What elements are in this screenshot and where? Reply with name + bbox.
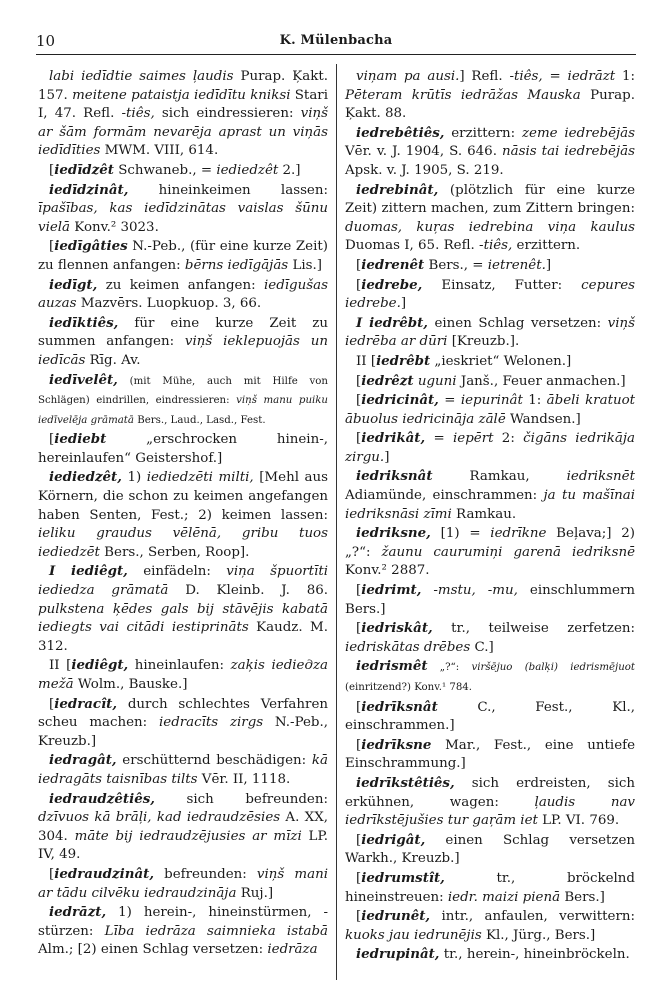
dictionary-entry bbox=[345, 657, 635, 697]
entry-text: 2.] bbox=[278, 162, 301, 178]
entry-text: = bbox=[438, 393, 461, 409]
entry-text: N.-Peb., (für eine kurze Zeit) zu flennen anfangen: bbox=[38, 239, 328, 273]
latvian-text: iedriksnēt bbox=[566, 469, 635, 485]
entry-text: tr., bröckelnd hineinstreuen: bbox=[345, 870, 635, 905]
entry-text: sich eindressieren: bbox=[154, 106, 301, 122]
entry-text: Kl., Jürg., Bers.] bbox=[481, 927, 596, 943]
latvian-text: iedrāzt bbox=[567, 69, 616, 84]
entry-text: [ bbox=[356, 909, 362, 925]
headword: iedragât, bbox=[49, 752, 117, 769]
headword: iedrimt, bbox=[361, 582, 422, 599]
headword: iedrebe, bbox=[361, 276, 423, 293]
latvian-text: viņš ieklepuojās un iedīcās bbox=[38, 334, 328, 368]
headword: iedraudzêtiês, bbox=[49, 790, 155, 807]
headword: iediedzêt, bbox=[49, 469, 122, 486]
dictionary-entry bbox=[38, 161, 328, 181]
entry-text: Ramkau, bbox=[432, 469, 567, 485]
entry-text: Janš., Feuer anmachen.] bbox=[456, 373, 626, 389]
entry-text: Mazvērs. Luopkuop. 3, 66. bbox=[76, 296, 262, 312]
dictionary-entry bbox=[38, 562, 328, 656]
dictionary-entry bbox=[345, 372, 635, 392]
right-column bbox=[345, 68, 635, 965]
headword: iedrīksne bbox=[361, 736, 432, 753]
headword: iedrunêt, bbox=[361, 908, 431, 925]
entry-text: 1: bbox=[615, 69, 636, 84]
entry-text: [ bbox=[49, 239, 55, 255]
entry-text: befreunden: bbox=[153, 866, 257, 882]
dictionary-entry bbox=[345, 831, 635, 869]
latvian-text: ja tu mašīnai iedriksnāsi zīmi bbox=[345, 488, 635, 522]
entry-text: D. Kleinb. J. 86. bbox=[168, 583, 329, 599]
entry-text: Ruj.] bbox=[236, 885, 274, 901]
entry-text: sich erdreisten, sich erkühnen, wagen: bbox=[345, 775, 635, 810]
entry-text: Bers.] bbox=[560, 889, 605, 905]
dictionary-entry bbox=[38, 430, 328, 468]
entry-text: Apsk. v. J. 1905, S. 219. bbox=[345, 162, 504, 178]
latvian-text: -tiês, bbox=[479, 238, 513, 254]
entry-text: zu keimen anfangen: bbox=[97, 277, 264, 293]
dictionary-entry bbox=[345, 467, 635, 524]
latvian-text: -tiês, bbox=[121, 106, 155, 122]
dictionary-entry bbox=[38, 903, 328, 960]
entry-text: [ bbox=[49, 866, 55, 882]
small-text: „?“: bbox=[427, 662, 472, 674]
entry-text: Schwaneb., = bbox=[113, 162, 217, 178]
entry-text: erzittern: bbox=[444, 125, 522, 141]
entry-text: [ bbox=[356, 277, 362, 293]
entry-text: [ bbox=[356, 583, 362, 599]
headword: I iedrêbt, bbox=[356, 314, 428, 331]
latvian-text: žaunu caurumiņi garenā iedriksnē bbox=[381, 544, 635, 560]
entry-text: Wolm., Bauske.] bbox=[73, 677, 188, 692]
entry-text: Purap. Ķakt. 157. bbox=[38, 69, 328, 103]
headword: iedrigât, bbox=[361, 831, 426, 848]
small-latvian-text: viršējuo (balķi) iedrismējuot bbox=[471, 662, 635, 674]
latvian-text: čigāns iedrikāja zirgu. bbox=[345, 431, 635, 465]
entry-text: [ bbox=[356, 699, 362, 715]
dictionary-entry bbox=[345, 314, 635, 352]
headword: iedrenêt bbox=[361, 256, 425, 273]
headword: iediebt bbox=[54, 431, 107, 448]
entry-text: Adiamünde, einschrammen: bbox=[345, 488, 544, 504]
latvian-text: iediedzêt bbox=[216, 162, 279, 178]
latvian-text: viņš iedrēba ar dūri bbox=[345, 315, 635, 350]
latvian-text: kā iedragāts taisnības tilts bbox=[38, 753, 328, 787]
headword: iedīktiês, bbox=[49, 314, 119, 331]
entry-text: Beļava;] 2) „?“: bbox=[345, 526, 635, 560]
entry-text: C., Fest., Kl., einschrammen.] bbox=[345, 699, 635, 734]
latvian-text: ietrenêt. bbox=[487, 257, 546, 273]
headword: iedrāzt, bbox=[49, 904, 107, 921]
latvian-text: labi iedīdtie saimes ļaudis bbox=[49, 69, 234, 84]
dictionary-entry bbox=[38, 181, 328, 238]
entry-text: sich befreunden: bbox=[154, 791, 328, 807]
entry-text: [ bbox=[356, 621, 362, 637]
entry-text: Wandsen.] bbox=[505, 411, 581, 427]
latvian-text: iepurinât bbox=[460, 393, 523, 409]
latvian-text: iedracīts zirgs bbox=[158, 715, 264, 731]
latvian-text: iedīgušas auzas bbox=[38, 277, 328, 312]
headword: iedrebêtiês, bbox=[356, 124, 445, 141]
entry-text: Einsatz, Futter: bbox=[422, 277, 582, 293]
entry-text: ] bbox=[384, 449, 390, 465]
latvian-text: viņš ar šām formām nevarēja aprast un viņās iedīdīties bbox=[38, 106, 328, 159]
entry-text: ] bbox=[545, 257, 552, 273]
latvian-text: -tiês, bbox=[509, 69, 543, 84]
headword: iedrīksnât bbox=[361, 698, 438, 715]
latvian-text: iediedzēti milti, bbox=[146, 470, 254, 486]
small-text: Bers., Laud., Lasd., Fest. bbox=[133, 414, 266, 426]
entry-text: [1) = bbox=[430, 526, 491, 542]
entry-text: [ bbox=[356, 373, 362, 389]
entry-text: 2: bbox=[493, 431, 524, 447]
latvian-text: Lība iedrāza saimnieka istabā bbox=[104, 923, 328, 939]
entry-text: Stari I, 47. Refl. bbox=[38, 87, 328, 122]
entry-text: 1: bbox=[522, 393, 547, 409]
entry-text: Duomas I, 65. Refl. bbox=[345, 238, 480, 254]
latvian-text: iedrāza bbox=[267, 942, 318, 958]
latvian-text: zeme iedrebējās bbox=[521, 125, 636, 141]
entry-text bbox=[421, 583, 433, 598]
latvian-text: dzīvuos kā brāļi, kad iedraudzēsies bbox=[38, 810, 281, 826]
column-divider bbox=[336, 64, 337, 980]
entry-text: (plötzlich für eine kurze Zeit) zittern machen, zum Zittern bringen: bbox=[345, 182, 635, 217]
latvian-text: iepērt bbox=[453, 431, 494, 447]
dictionary-entry bbox=[38, 371, 328, 431]
latvian-text: pulkstenа ķēdes gals bij stāvējis kabatā iediegts vai citādi iestiprināts bbox=[38, 601, 328, 636]
latvian-text: kuoks jau iedrunējis bbox=[345, 927, 482, 943]
dictionary-entry bbox=[345, 276, 635, 314]
headword: iedriskât, bbox=[361, 620, 433, 637]
dictionary-entry bbox=[345, 907, 635, 945]
latvian-text: ieliku graudus vēlēnā, gribu tuos iediedzēt bbox=[38, 526, 328, 560]
dictionary-entry bbox=[38, 865, 328, 903]
entry-text: [Kreuzb.]. bbox=[447, 334, 520, 350]
entry-text: [ bbox=[49, 162, 55, 178]
latvian-text: duomas, kuŗas iedrebina viņa kaulus bbox=[345, 219, 635, 235]
entry-text: = bbox=[542, 69, 568, 84]
headword: iedrebinât, bbox=[356, 181, 439, 198]
left-column bbox=[38, 68, 328, 960]
dictionary-entry bbox=[345, 619, 635, 657]
latvian-text: viņam pa ausi. bbox=[356, 69, 460, 84]
dictionary-entry bbox=[345, 391, 635, 429]
entry-text: [ bbox=[356, 832, 362, 848]
latvian-text: cepures iedrebe. bbox=[345, 277, 635, 312]
entry-text: Mar., Fest., eine untiefe Einschrammung.] bbox=[345, 737, 635, 772]
entry-text: ] Refl. bbox=[459, 69, 510, 84]
headword: iedrikât, bbox=[361, 430, 426, 447]
page-number: 10 bbox=[36, 32, 56, 50]
entry-text: Bers., Serben, Roop]. bbox=[99, 544, 250, 560]
headword: iediêgt, bbox=[71, 657, 129, 674]
latvian-text: zaķis iedieдza mežā bbox=[38, 658, 329, 692]
latvian-text: iedriskātas drēbes bbox=[345, 639, 471, 655]
headword: iedrīkstêtiês, bbox=[356, 774, 455, 791]
entry-text: Kaudz. M. 312. bbox=[38, 620, 328, 654]
entry-text: LP. VI. 769. bbox=[537, 813, 620, 829]
dictionary-entry bbox=[345, 429, 635, 467]
latvian-text: bērns iedīgājās bbox=[184, 257, 289, 273]
dictionary-entry bbox=[38, 237, 328, 275]
entry-text: C.] bbox=[470, 639, 494, 655]
headword: iedrupinât, bbox=[356, 946, 440, 963]
entry-text: Vēr. II, 1118. bbox=[197, 771, 291, 787]
dictionary-entry bbox=[345, 869, 635, 907]
entry-text: [ bbox=[356, 870, 362, 886]
latvian-text: Pēteram krūtīs iedrāžas Mauska bbox=[345, 87, 581, 103]
entry-text: [ bbox=[356, 737, 362, 753]
entry-text: Konv.² 3023. bbox=[70, 219, 159, 235]
entry-text: erzittern. bbox=[512, 238, 581, 254]
dictionary-entry bbox=[345, 181, 635, 256]
entry-text: tr., herein-, hineinbröckeln. bbox=[439, 947, 630, 963]
headword: iedīdzêt bbox=[54, 161, 114, 178]
entry-text: Purap. Ķakt. 88. bbox=[345, 87, 635, 122]
headword: iedrismêt bbox=[356, 658, 428, 675]
entry-text: Lis.] bbox=[288, 257, 322, 273]
latvian-text: īpašības, kas iedīdzinātas vaislas šūnu vielā bbox=[38, 201, 328, 235]
entry-text: einen Schlag versetzen: bbox=[427, 315, 608, 331]
entry-text: Bers., = bbox=[424, 257, 488, 273]
entry-text: Alm.; [2) einen Schlag versetzen: bbox=[38, 942, 268, 958]
dictionary-entry bbox=[38, 656, 328, 694]
small-text: (mit Mühe, auch mit Hilfe von Schlägen) eindrillen, eindressieren: bbox=[38, 375, 328, 407]
latvian-text: viņa špuortīti iediedza grāmatā bbox=[38, 564, 328, 599]
dictionary-entry bbox=[38, 68, 328, 161]
running-head: K. Mülenbacha bbox=[279, 33, 393, 48]
headword: iedīdzinât, bbox=[49, 181, 129, 198]
dictionary-entry bbox=[345, 945, 635, 965]
entry-text: Konv.² 2887. bbox=[345, 563, 430, 579]
headword: iedīgt, bbox=[49, 276, 98, 293]
dictionary-entry bbox=[345, 774, 635, 831]
headword: iedrêzt bbox=[361, 372, 414, 389]
entry-text: MWM. VIII, 614. bbox=[100, 143, 219, 159]
headword: iedrumstît, bbox=[361, 869, 445, 886]
entry-text: II [ bbox=[356, 353, 377, 369]
entry-text: [ bbox=[356, 431, 362, 447]
entry-text: 1) bbox=[121, 470, 147, 486]
entry-text: intr., anfaulen, verwittern: bbox=[430, 909, 635, 925]
entry-text: Rīg. Av. bbox=[85, 352, 141, 368]
dictionary-entry bbox=[345, 524, 635, 581]
latvian-text: ļaudis nav iedrīkstējušies tur gaŗām iet bbox=[345, 794, 635, 829]
entry-text: [ bbox=[49, 432, 55, 448]
dictionary-entry bbox=[345, 736, 635, 774]
dictionary-entry bbox=[38, 751, 328, 789]
entry-text: [Mehl aus Körnern, die schon zu keimen angefangen haben Senten, Fest.; 2) keimen lassen: bbox=[38, 470, 328, 523]
small-text: (einritzend?) Konv.¹ 784. bbox=[345, 682, 473, 693]
entry-text: tr., teilweise zerfetzen: bbox=[432, 621, 635, 637]
dictionary-entry bbox=[345, 256, 635, 276]
entry-text: A. XX, 304. bbox=[38, 810, 328, 844]
entry-text: II [ bbox=[49, 658, 72, 674]
entry-text: ] bbox=[400, 296, 407, 312]
entry-text: „ieskriet“ Welonen.] bbox=[430, 353, 572, 369]
headword: iedricinât, bbox=[361, 392, 439, 409]
entry-text: hineinkeimen lassen: bbox=[128, 182, 328, 198]
entry-text: durch schlechtes Verfahren scheu machen: bbox=[38, 696, 328, 731]
headword: iedriksnât bbox=[356, 468, 433, 485]
entry-text: [ bbox=[49, 696, 55, 712]
entry-text: [ bbox=[356, 393, 362, 409]
entry-text: hineinlaufen: bbox=[128, 658, 231, 674]
dictionary-entry bbox=[345, 68, 635, 124]
dictionary-entry bbox=[38, 790, 328, 865]
entry-text: einschlummern Bers.] bbox=[345, 583, 635, 617]
entry-text: einen Schlag versetzen Warkh., Kreuzb.] bbox=[345, 832, 635, 867]
headword: iedrêbt bbox=[376, 352, 431, 369]
latvian-text: meitene pataistja iedīdītu kniksi bbox=[72, 87, 291, 103]
headword: I iediêgt, bbox=[49, 563, 128, 580]
dictionary-entry bbox=[345, 352, 635, 372]
entry-text: Ramkau. bbox=[451, 506, 517, 522]
entry-text: N.-Peb., Kreuzb.] bbox=[38, 715, 328, 749]
dictionary-entry bbox=[38, 276, 328, 314]
latvian-text: -mstu, -mu, bbox=[433, 583, 518, 599]
entry-text: 1) herein-, hineinstürmen, -stürzen: bbox=[38, 905, 328, 939]
small-latvian-text: viņš manu puiku iedīvelēja grāmatā bbox=[38, 395, 328, 426]
entry-text: erschütternd beschädigen: bbox=[116, 753, 312, 769]
dictionary-entry bbox=[38, 695, 328, 752]
dictionary-entry bbox=[38, 314, 328, 371]
latvian-text: iedrīkne bbox=[490, 526, 547, 542]
headword: iedīgâties bbox=[54, 238, 128, 255]
entry-text: einfädeln: bbox=[127, 564, 227, 580]
entry-text: = bbox=[425, 431, 453, 447]
page-header bbox=[36, 30, 636, 55]
latvian-text: iedr. maizi pienā bbox=[447, 889, 561, 905]
headword: iedriksne, bbox=[356, 525, 431, 542]
dictionary-entry bbox=[345, 124, 635, 181]
latvian-text: uguni bbox=[417, 373, 457, 389]
dictionary-entry bbox=[345, 698, 635, 736]
entry-text: LP. IV, 49. bbox=[38, 828, 329, 863]
entry-text: Vēr. v. J. 1904, S. 646. bbox=[345, 144, 502, 160]
latvian-text: nāsis tai iedrebējās bbox=[502, 144, 635, 160]
latvian-text: māte bij iedraudzējusies ar mīzi bbox=[74, 828, 302, 844]
entry-text: „erschrocken hinein-, hereinlaufen“ Geistershof.] bbox=[38, 432, 328, 466]
entry-text: für eine kurze Zeit zu summen anfangen: bbox=[38, 315, 328, 350]
latvian-text: ābeli kratuot ābuolus iedricināja zālē bbox=[345, 393, 636, 427]
headword: iedraudzinât, bbox=[54, 865, 154, 882]
dictionary-entry bbox=[345, 581, 635, 619]
dictionary-entry bbox=[38, 468, 328, 562]
latvian-text: viņš mani ar tādu cilvēku iedraudzināja bbox=[38, 866, 328, 901]
headword: iedīvelêt, bbox=[49, 371, 118, 388]
headword: iedracît, bbox=[54, 695, 118, 712]
entry-text: [ bbox=[356, 257, 362, 273]
